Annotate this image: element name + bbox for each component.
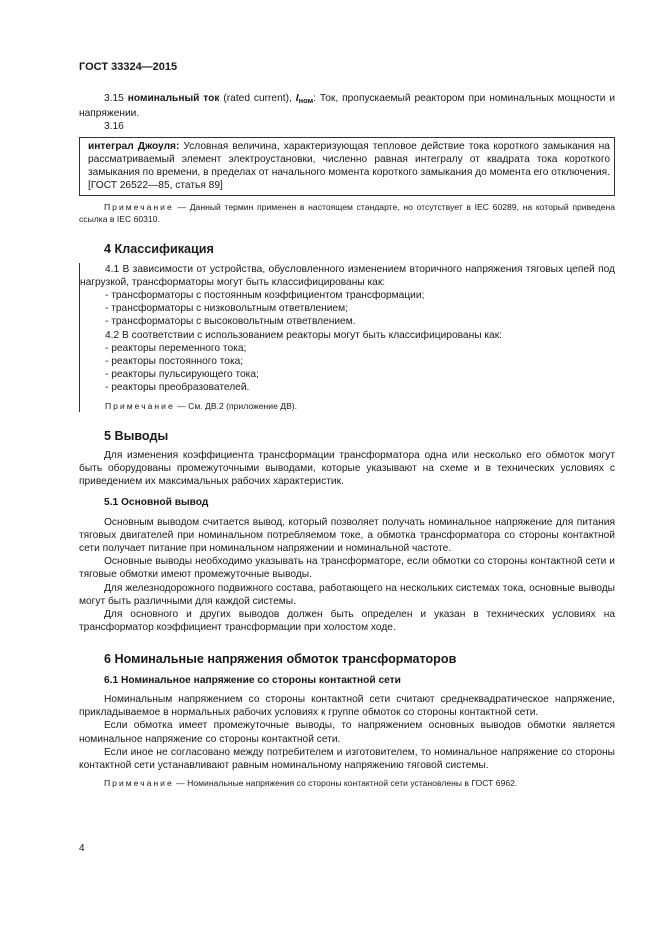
list-item: - реакторы переменного тока;: [105, 342, 247, 354]
document-header: ГОСТ 33324—2015: [79, 61, 178, 73]
note-text: — См. ДВ.2 (приложение ДВ).: [174, 400, 298, 411]
term-3-15: [79, 92, 615, 120]
section-6-title: 6 Номинальные напряжения обмоток трансформаторов: [104, 651, 457, 666]
list-item: - реакторы пульсирующего тока;: [105, 369, 259, 381]
section-5-title: 5 Выводы: [104, 428, 169, 443]
paragraph: Для железнодорожного подвижного состава, работающего на нескольких системах тока, основные выводы могут быть различными для каждой системы.: [79, 582, 615, 607]
section-4-title: 4 Классификация: [104, 242, 214, 257]
paragraph: Если иное не согласовано между потребителем и изготовителем, то номинальное напряжение со стороны контактной сети устанавливают равным номинальному напряжению тяговой системы.: [79, 746, 615, 771]
term-english: (rated current),: [223, 93, 292, 104]
note-label: Примечание: [105, 400, 175, 411]
list-item: - трансформаторы с постоянным коэффициентом трансформации;: [105, 290, 425, 302]
paragraph: Для изменения коэффициента трансформации трансформатора одна или несколько его обмоток могут быть оборудованы промежуточными выводами, которые указывают на схеме и в технических условиях с приведением их максимальных рабочих характеристик.: [79, 449, 615, 488]
note-3-16: [79, 201, 615, 225]
term-definition: : Ток, пропускаемый реактором при номинальных мощности и напряжении.: [79, 93, 616, 120]
term-name: номинальный ток: [127, 93, 220, 104]
clause-4-1: 4.1 В зависимости от устройства, обусловленного изменением вторичного напряжения тяговых цепей под нагрузкой, трансформаторы могут быть классифицированы как:: [80, 263, 615, 288]
list-item: - трансформаторы с высоковольтным ответвлением.: [105, 316, 356, 328]
note-text: — Номинальные напряжения со стороны контактной сети установлены в ГОСТ 6962.: [173, 778, 518, 789]
term-number: 3.15: [104, 93, 124, 104]
note-section-6: [79, 777, 615, 789]
term-symbol: I: [295, 93, 299, 104]
term-3-16-box: [79, 137, 615, 197]
paragraph: Основные выводы необходимо указывать на трансформаторе, если обмотки со стороны контактной сети и тяговые обмотки имеют промежуточные выводы.: [79, 556, 615, 581]
subsection-6-1-title: 6.1 Номинальное напряжение со стороны контактной сети: [104, 674, 401, 686]
note-text: — Данный термин применен в настоящем стандарте, но отсутствует в IEC 60289, на который приведена ссылка в IEC 60310.: [79, 202, 615, 225]
document-body: [79, 92, 615, 789]
page-number: 4: [79, 843, 85, 854]
section-4-content: [79, 263, 615, 412]
clause-4-2: 4.2 В соответствии с использованием реакторы могут быть классифицированы как:: [105, 329, 502, 341]
note-section-4: [80, 400, 615, 412]
term-symbol-subscript: ном: [298, 96, 314, 105]
list-item: - реакторы преобразователей.: [105, 382, 250, 394]
paragraph: Если обмотка имеет промежуточные выводы, то напряжением основных выводов обмотки является номинальное напряжение со стороны контактной сети.: [79, 720, 615, 745]
list-item: - трансформаторы с низковольтным ответвлением;: [105, 303, 348, 315]
paragraph: Основным выводом считается вывод, который позволяет получать номинальное напряжение для питания тяговых двигателей при номинальном потребляемом токе, а обмотка трансформатора со стороны контактной сети получает питание при номинальном напряжении и номинальной частоте.: [79, 516, 615, 555]
term-number-3-16: 3.16: [104, 121, 124, 133]
list-item: - реакторы постоянного тока;: [105, 356, 244, 368]
note-label: Примечание: [104, 778, 174, 789]
subsection-5-1-title: 5.1 Основной вывод: [104, 497, 209, 509]
paragraph: Для основного и других выводов должен быть определен и указан в технических условиях на трансформатор коэффициент трансформации при холостом ходе.: [79, 609, 615, 634]
note-label: Примечание: [104, 202, 174, 213]
term-name: интеграл Джоуля:: [88, 140, 180, 152]
term-reference: [ГОСТ 26522—85, статья 89]: [88, 180, 223, 192]
term-definition: Условная величина, характеризующая тепловое действие тока короткого замыкания на рассматриваемый элемент электроустановки, численно равная интегралу от квадрата тока короткого замыкания по времени, в пределах от начального момента короткого замыкания до момента его отключения.: [88, 140, 610, 179]
paragraph: Номинальным напряжением со стороны контактной сети считают среднеквадратическое напряжение, прикладываемое в нормальных рабочих условиях к группе обмоток со стороны контактной сети.: [79, 693, 615, 719]
term-3-16-definition: [88, 140, 610, 180]
